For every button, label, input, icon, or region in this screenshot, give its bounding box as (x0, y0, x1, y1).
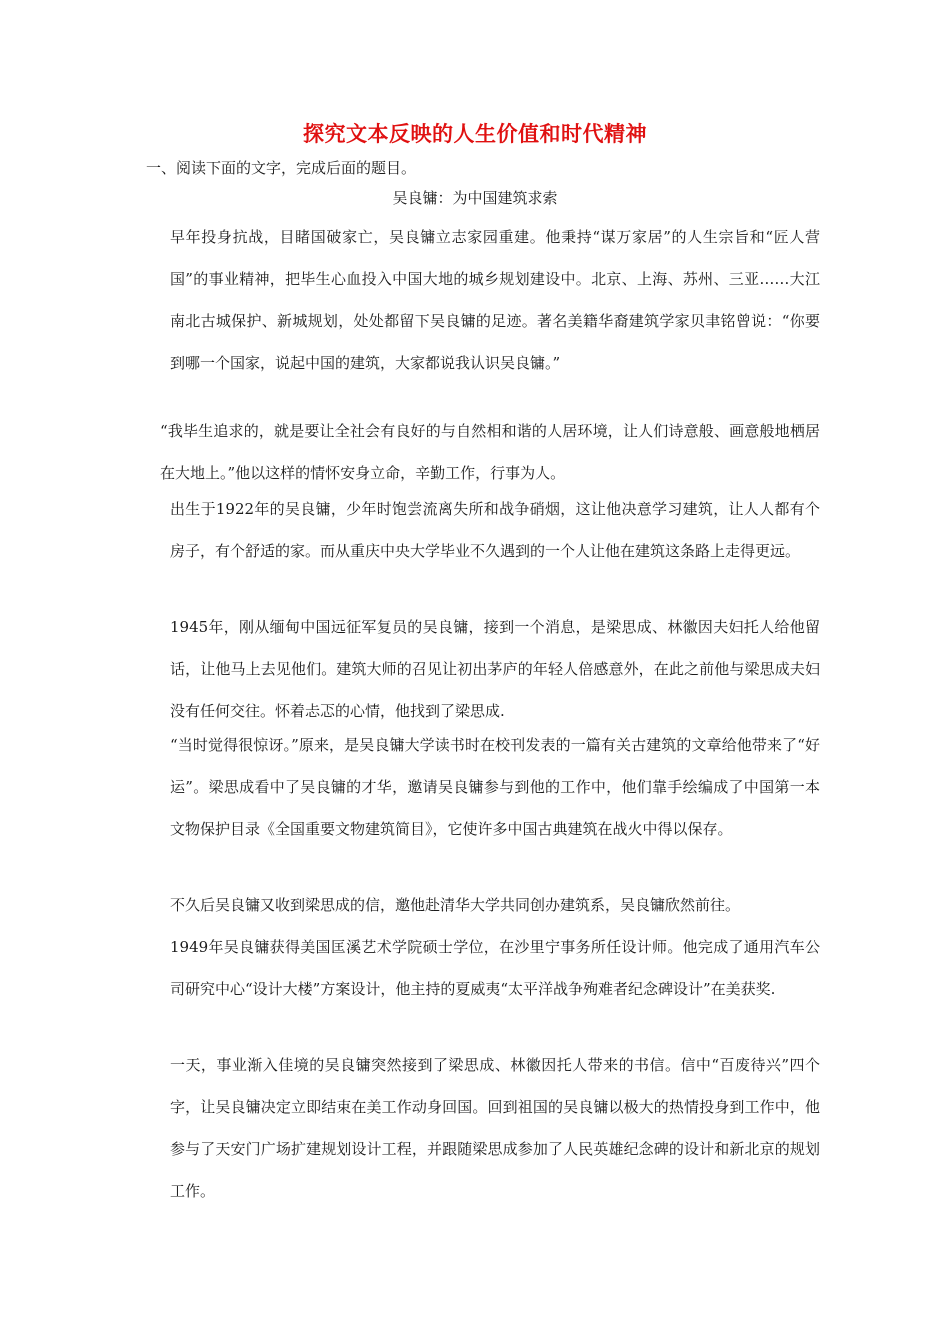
paragraph-7: 1949年吴良镛获得美国匡溪艺术学院硕士学位，在沙里宁事务所任设计师。他完成了通用汽车公司研究中心“设计大楼”方案设计，他主持的夏威夷“太平洋战争殉难者纪念碑设计”在美获奖. (170, 938, 820, 998)
paragraph-4: 1945年，刚从缅甸中国远征军复员的吴良镛，接到一个消息，是梁思成、林徽因夫妇托人给他留话，让他马上去见他们。建筑大师的召见让初出茅庐的年轻人倍感意外，在此之前他与梁思成夫妇没有任何交往。怀着忐忑的心情，他找到了梁思成. (170, 618, 820, 720)
question-instruction: 一、阅读下面的文字，完成后面的题目。 (146, 159, 417, 177)
paragraph-2: “我毕生追求的，就是要让全社会有良好的与自然相和谐的人居环境，让人们诗意般、画意般地栖居在大地上。”他以这样的情怀安身立命，辛勤工作，行事为人。 (160, 422, 820, 482)
article-subtitle: 吴良镛：为中国建筑求索 (392, 189, 558, 207)
paragraph-5: “当时觉得很惊讶。”原来，是吴良镛大学读书时在校刊发表的一篇有关古建筑的文章给他带来了“好运”。梁思成看中了吴良镛的才华，邀请吴良镛参与到他的工作中，他们靠手绘编成了中国第一本文物保护目录《全国重要文物建筑简目》，它使许多中国古典建筑在战火中得以保存。 (170, 736, 820, 838)
document-title: 探究文本反映的人生价值和时代精神 (303, 121, 647, 146)
paragraph-6: 不久后吴良镛又收到梁思成的信，邀他赴清华大学共同创办建筑系，吴良镛欣然前往。 (170, 896, 741, 914)
paragraph-1: 早年投身抗战，目睹国破家亡，吴良镛立志家园重建。他秉持“谋万家居”的人生宗旨和“匠人营国”的事业精神，把毕生心血投入中国大地的城乡规划建设中。北京、上海、苏州、三亚……大江南北古城保护、新城规划，处处都留下吴良镛的足迹。著名美籍华裔建筑学家贝聿铭曾说：“你要到哪一个国家，说起中国的建筑，大家都说我认识吴良镛。” (170, 228, 820, 372)
paragraph-3: 出生于1922年的吴良镛，少年时饱尝流离失所和战争硝烟，这让他决意学习建筑，让人人都有个房子，有个舒适的家。而从重庆中央大学毕业不久遇到的一个人让他在建筑这条路上走得更远。 (170, 500, 820, 560)
paragraph-8: 一天，事业渐入佳境的吴良镛突然接到了梁思成、林徽因托人带来的书信。信中“百废待兴”四个字，让吴良镛决定立即结束在美工作动身回国。回到祖国的吴良镛以极大的热情投身到工作中，他参与了天安门广场扩建规划设计工程，并跟随梁思成参加了人民英雄纪念碑的设计和新北京的规划工作。 (170, 1056, 820, 1200)
